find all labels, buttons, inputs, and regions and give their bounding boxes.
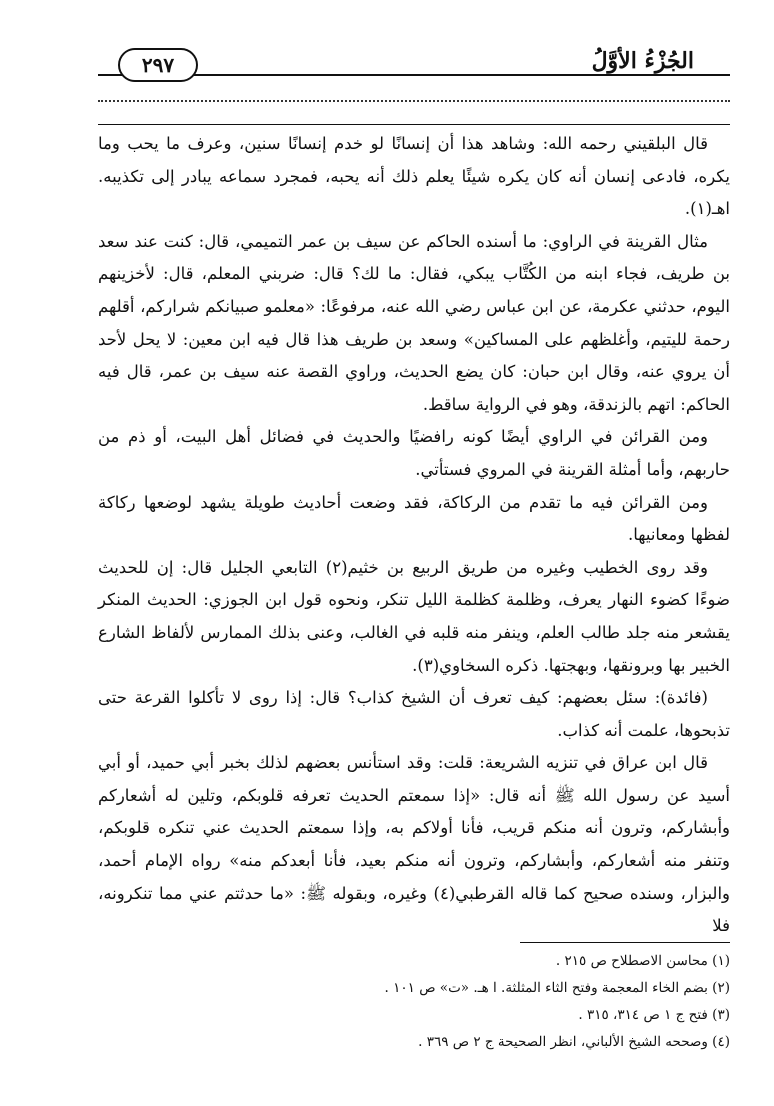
footnotes: [98, 948, 730, 1056]
paragraph: ومن القرائن في الراوي أيضًا كونه رافضيًا والحديث في فضائل أهل البيت، أو ذم من حاربهم، وأما أمثلة القرينة في المروي فستأتي.: [98, 427, 730, 479]
paragraph: قال ابن عراق في تنزيه الشريعة: قلت: وقد استأنس بعضهم لذلك بخبر أبي حميد، أو أبي أسيد عن رسول الله ﷺ أنه قال: «إذا سمعتم الحديث تعرفه قلوبكم، وتلين له أشعاركم وأبشاركم، وترون أنه منكم قريب، فأنا أولاكم به، وإذا سمعتم الحديث عني تنكره قلوبكم، وتنفر منه أشعاركم، وأبشاركم، وترون أنه منكم بعيد، فأنا أبعدكم منه» رواه الإمام أحمد، والبزار، وسنده صحيح كما قاله القرطبي(٤) وغيره، وبقوله ﷺ: «ما حدثتم عني مما تنكرونه، فلا: [98, 753, 731, 936]
running-title: الجُزْءُ الأوَّلُ: [580, 48, 706, 74]
page-number: ٢٩٧: [118, 48, 198, 82]
main-text: [98, 128, 730, 943]
paragraph: ومن القرائن فيه ما تقدم من الركاكة، فقد وضعت أحاديث طويلة يشهد لوضعها ركاكة لفظها ومعانيها.: [98, 492, 730, 545]
paragraph: مثال القرينة في الراوي: ما أسنده الحاكم عن سيف بن عمر التميمي، قال: كنت عند سعد بن طريف، فجاء ابنه من الكُتَّاب يبكي، فقال: ما لك؟ قال: ضربني المعلم، قال: لأخزينهم اليوم، حدثني عكرمة، عن ابن عباس رضي الله عنه، مرفوعًا: «معلمو صبيانكم شراركم، أقلهم رحمة لليتيم، وأغلظهم على المساكين» وسعد بن طريف هذا قال فيه ابن معين: لا يحل لأحد أن يروي عنه، وقال ابن حبان: كان يضع الحديث، وراوي القصة عنه سيف بن عمر، قال فيه الحاكم: اتهم بالزندقة، وهو في الرواية ساقط.: [98, 231, 730, 414]
footnote: (٤) وصححه الشيخ الألباني، انظر الصحيحة ج ٢ ص ٣٦٩ .: [418, 1034, 730, 1050]
paragraph: وقد روى الخطيب وغيره من طريق الربيع بن خثيم(٢) التابعي الجليل قال: إن للحديث ضوءًا كضوء النهار يعرف، وظلمة كظلمة الليل تنكر، ونحوه قول ابن الجوزي: الحديث المنكر يقشعر منه جلد طالب العلم، وينفر منه قلبه في الغالب، وعنى بذلك الممارس لألفاظ الشارع الخبير بها وبرونقها، وبهجتها. ذكره السخاوي(٣).: [98, 557, 730, 675]
footnote: (١) محاسن الاصطلاح ص ٢١٥ .: [555, 953, 730, 969]
footnote-rule: [520, 942, 730, 943]
paragraph: (فائدة): سئل بعضهم: كيف تعرف أن الشيخ كذاب؟ قال: إذا روى لا تأكلوا القرعة حتى تذبحوها، علمت أنه كذاب.: [98, 688, 730, 740]
dotted-divider: [98, 100, 730, 102]
footnote: (٢) بضم الخاء المعجمة وفتح الثاء المثلثة. ا هـ. «ت» ص ١٠١ .: [384, 980, 730, 996]
page-header: [98, 40, 730, 100]
footnote: (٣) فتح ج ١ ص ٣١٤، ٣١٥ .: [578, 1007, 730, 1023]
paragraph: قال البلقيني رحمه الله: وشاهد هذا أن إنسانًا لو خدم إنسانًا سنين، وعرف ما يحب وما يكره، فادعى إنسان أنه كان يكره شيئًا يعلم ذلك أنه يحبه، فمجرد سماعه يبادر إلى تكذيبه. اهـ(١).: [98, 134, 731, 219]
top-divider: [98, 124, 730, 125]
